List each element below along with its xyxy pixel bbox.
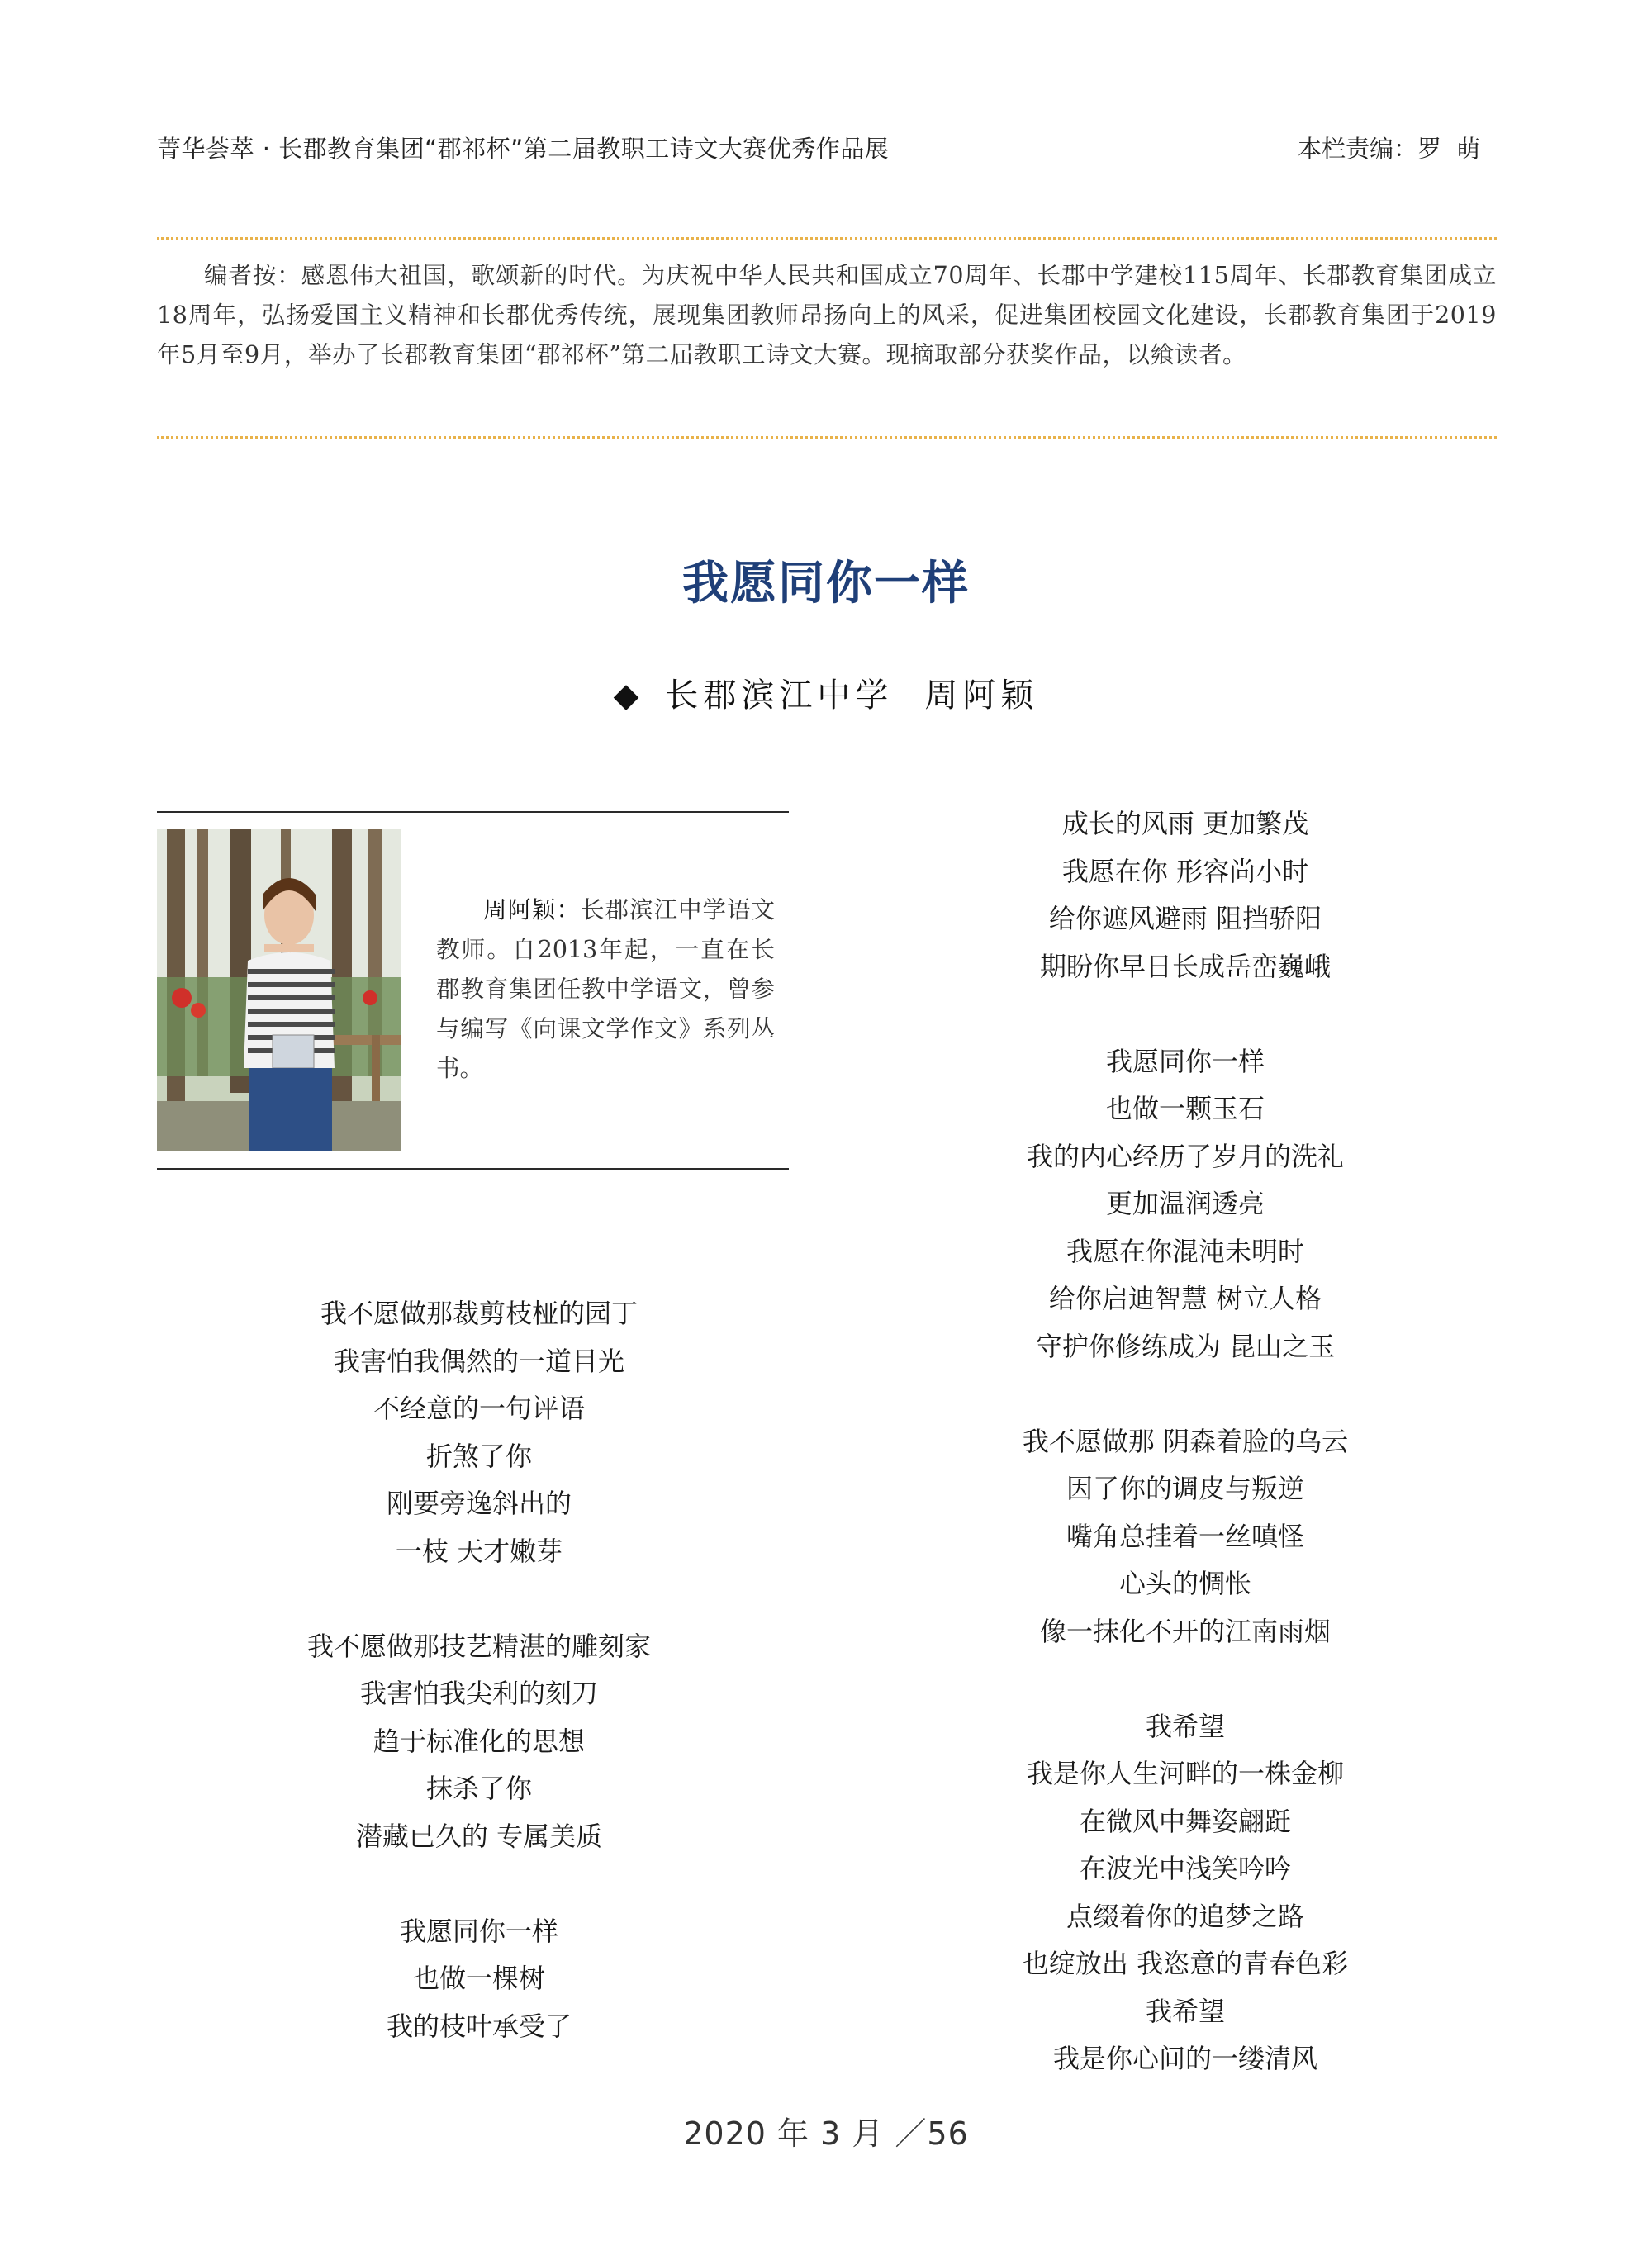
poem-line: 点缀着你的追梦之路 (1066, 1900, 1304, 1932)
poem-line: 一枝 天才嫩芽 (395, 1535, 563, 1567)
poem-line: 我害怕我尖利的刻刀 (359, 1678, 598, 1709)
poem-line: 趋于标准化的思想 (373, 1725, 585, 1757)
poem-line: 我不愿做那技艺精湛的雕刻家 (306, 1630, 651, 1662)
stanza-break (264, 1860, 694, 1908)
poem-line: 成长的风雨 更加繁茂 (1061, 808, 1309, 839)
poem-line: 也做一棵树 (412, 1963, 545, 1994)
author-bio (436, 890, 775, 1089)
article-title: 我愿同你一样 (682, 556, 970, 610)
page-number: 2020 年 3 月 ／56 (683, 2115, 969, 2152)
poem-line: 也做一颗玉石 (1105, 1093, 1265, 1124)
poem-line: 我害怕我偶然的一道目光 (333, 1345, 624, 1377)
poem-line: 给你遮风避雨 阻挡骄阳 (1048, 903, 1322, 934)
bio-top-rule (157, 811, 789, 813)
poem-line: 我愿同你一样 (399, 1915, 558, 1947)
poem-line: 我愿同你一样 (1105, 1045, 1265, 1077)
author-name: 周阿颖 (924, 677, 1039, 715)
stanza-break (954, 990, 1417, 1038)
poem-line: 抹杀了你 (425, 1773, 532, 1804)
stanza-break (264, 1575, 694, 1623)
poem-line: 在微风中舞姿翩跹 (1079, 1805, 1291, 1837)
poem-line: 嘴角总挂着一丝嗔怪 (1066, 1520, 1304, 1552)
poem-line: 我愿在你 形容尚小时 (1061, 855, 1309, 887)
poem-line: 更加温润透亮 (1105, 1188, 1265, 1219)
poem-line: 因了你的调皮与叛逆 (1066, 1473, 1304, 1504)
section-title: 菁华荟萃 · 长郡教育集团“郡祁杯”第二届教职工诗文大赛优秀作品展 (157, 135, 890, 163)
poem-line: 潜藏已久的 专属美质 (355, 1820, 603, 1852)
note-divider (157, 436, 1497, 439)
poem-line: 我希望 (1145, 1995, 1225, 2027)
bio-name: 周阿颖： (483, 896, 581, 923)
poem-line: 我愿在你混沌未明时 (1066, 1235, 1304, 1267)
poem-line: 刚要旁逸斜出的 (386, 1488, 572, 1519)
stanza-break (954, 1655, 1417, 1703)
poem-line: 我的内心经历了岁月的洗礼 (1026, 1140, 1344, 1172)
poem-line: 不经意的一句评语 (373, 1393, 585, 1424)
poem-line: 我的枝叶承受了 (386, 2010, 572, 2042)
poem-line: 我不愿做那裁剪枝桠的园丁 (320, 1298, 638, 1329)
author-line (0, 669, 1652, 716)
poem-line: 我希望 (1145, 1710, 1225, 1742)
diamond-bullet-icon: ◆ (613, 677, 644, 715)
poem-line: 守护你修练成为 昆山之玉 (1035, 1330, 1336, 1362)
poem-right-column (954, 800, 1417, 2083)
author-photo-image (157, 829, 401, 1151)
stanza-break (954, 1370, 1417, 1418)
poem-line: 折煞了你 (425, 1440, 532, 1472)
editor-credit (1298, 131, 1495, 164)
editor-label: 本栏责编： (1297, 135, 1417, 163)
author-photo (157, 829, 401, 1151)
poem-line: 像一抹化不开的江南雨烟 (1039, 1615, 1331, 1647)
poem-line: 期盼你早日长成岳峦巍峨 (1039, 950, 1331, 982)
editor-name: 罗萌 (1417, 135, 1495, 163)
poem-line: 我是你人生河畔的一株金柳 (1026, 1758, 1344, 1789)
top-divider (157, 237, 1497, 240)
poem-line: 心头的惆怅 (1118, 1568, 1251, 1599)
poem-line: 给你启迪智慧 树立人格 (1048, 1283, 1322, 1314)
poem-line: 在波光中浅笑吟吟 (1079, 1853, 1291, 1884)
poem-left-column (264, 1290, 694, 2050)
author-school: 长郡滨江中学 (665, 677, 894, 715)
bio-bottom-rule (157, 1168, 789, 1170)
bio-text: 长郡滨江中学语文教师。自2013年起，一直在长郡教育集团任教中学语文，曾参与编写《向课文学作文》系列丛书。 (436, 896, 775, 1082)
poem-line: 也绽放出 我恣意的青春色彩 (1022, 1948, 1349, 1979)
editor-note: 编者按：感恩伟大祖国，歌颂新的时代。为庆祝中华人民共和国成立70周年、长郡中学建校115周年、长郡教育集团成立18周年，弘扬爱国主义精神和长郡优秀传统，展现集团教师昂扬向上的风采，促进集团校园文化建设，长郡教育集团于2019年5月至9月，举办了长郡教育集团“郡祁杯”第二届教职工诗文大赛。现摘取部分获奖作品，以飨读者。 (157, 262, 1497, 368)
poem-line: 我不愿做那 阴森着脸的乌云 (1022, 1425, 1349, 1457)
poem-line: 我是你心间的一缕清风 (1052, 2043, 1317, 2074)
